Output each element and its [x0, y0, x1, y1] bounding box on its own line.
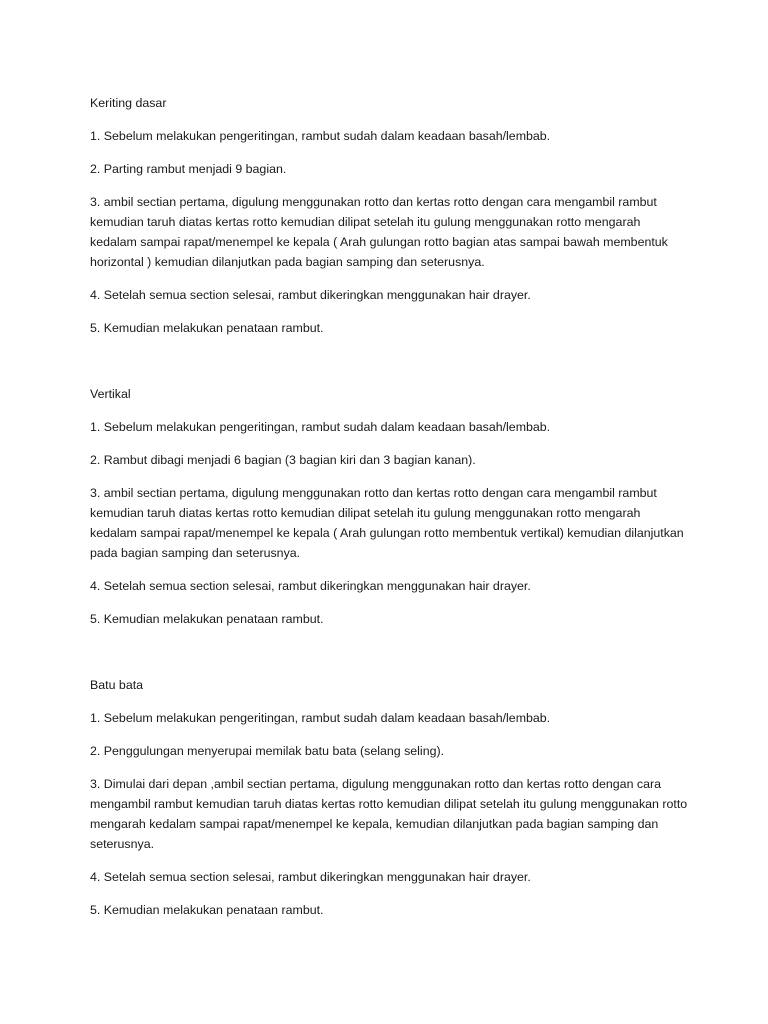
step-paragraph: 4. Setelah semua section selesai, rambut dikeringkan menggunakan hair drayer.	[90, 579, 531, 593]
step-paragraph: 2. Rambut dibagi menjadi 6 bagian (3 bagian kiri dan 3 bagian kanan).	[90, 453, 476, 467]
step-paragraph: 3. ambil sectian pertama, digulung menggunakan rotto dan kertas rotto dengan cara mengambil rambut kemudian taruh diatas kertas rotto kemudian dilipat setelah itu gulung menggunakan rotto mengarah kedalam sampai rapat/menempel ke kepala ( Arah gulungan rotto membentuk vertikal) kemudian dilanjutkan pada bagian samping dan seterusnya.	[90, 486, 684, 560]
step-paragraph: 1. Sebelum melakukan pengeritingan, rambut sudah dalam keadaan basah/lembab.	[90, 420, 551, 434]
section-keriting-dasar	[90, 93, 690, 338]
document-body	[90, 93, 690, 933]
step-paragraph: 1. Sebelum melakukan pengeritingan, rambut sudah dalam keadaan basah/lembab.	[90, 129, 551, 143]
step-paragraph: 2. Parting rambut menjadi 9 bagian.	[90, 162, 287, 176]
step-paragraph: 2. Penggulungan menyerupai memilak batu bata (selang seling).	[90, 744, 445, 758]
step-paragraph: 1. Sebelum melakukan pengeritingan, rambut sudah dalam keadaan basah/lembab.	[90, 711, 551, 725]
step-paragraph: 3. Dimulai dari depan ,ambil sectian pertama, digulung menggunakan rotto dan kertas rotto dengan cara mengambil rambut kemudian taruh diatas kertas rotto kemudian dilipat setelah itu gulung menggunakan rotto mengarah kedalam sampai rapat/menempel ke kepala, kemudian dilanjutkan pada bagian samping dan seterusnya.	[90, 777, 688, 851]
section-heading: Keriting dasar	[90, 96, 167, 110]
step-paragraph: 4. Setelah semua section selesai, rambut dikeringkan menggunakan hair drayer.	[90, 870, 531, 884]
section-heading: Batu bata	[90, 678, 144, 692]
section-batu-bata	[90, 675, 690, 920]
step-paragraph: 3. ambil sectian pertama, digulung menggunakan rotto dan kertas rotto dengan cara mengambil rambut kemudian taruh diatas kertas rotto kemudian dilipat setelah itu gulung menggunakan rotto mengarah kedalam sampai rapat/menempel ke kepala ( Arah gulungan rotto bagian atas sampai bawah membentuk horizontal ) kemudian dilanjutkan pada bagian samping dan seterusnya.	[90, 195, 668, 269]
step-paragraph: 5. Kemudian melakukan penataan rambut.	[90, 321, 324, 335]
step-paragraph: 4. Setelah semua section selesai, rambut dikeringkan menggunakan hair drayer.	[90, 288, 531, 302]
step-paragraph: 5. Kemudian melakukan penataan rambut.	[90, 612, 324, 626]
section-vertikal	[90, 384, 690, 629]
step-paragraph: 5. Kemudian melakukan penataan rambut.	[90, 903, 324, 917]
section-heading: Vertikal	[90, 387, 131, 401]
